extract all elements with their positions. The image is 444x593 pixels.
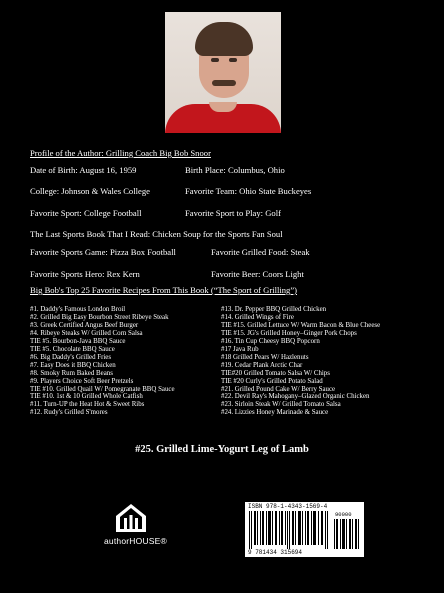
list-item: TIE #15. Grilled Lettuce W/ Warm Bacon & Blue Cheese <box>221 321 381 329</box>
list-item: #1. Daddy's Famous London Broil <box>30 306 126 313</box>
list-item: #18 Grilled Pears W/ Hazlenuts <box>221 353 309 361</box>
list-item: TIE #10. Grilled Quail W/ Pomegranate BBQ Sauce <box>30 385 175 393</box>
list-item: TIE #5. Chocolate BBQ Sauce <box>30 345 115 353</box>
list-item: #4. Ribeye Steaks W/ Grilled Corn Salsa <box>30 329 143 337</box>
fact-sport-to-play: Favorite Sport to Play: Golf <box>185 208 281 218</box>
list-item: #6. Big Daddy's Grilled Fries <box>30 353 112 361</box>
recipe-list-left <box>30 306 175 417</box>
list-item: #14. Grilled Wings of Fire <box>221 313 294 321</box>
list-item: #12. Rudy's Grilled S'mores <box>30 409 108 417</box>
list-item: #23. Sirloin Steak W/ Grilled Tomato Salsa <box>221 401 341 409</box>
fact-dob: Date of Birth: August 16, 1959 <box>30 165 137 175</box>
list-item: #9. Players Choice Soft Beer Pretzels <box>30 377 134 385</box>
price-barcode-icon <box>333 511 361 549</box>
fact-last-book: The Last Sports Book That I Read: Chicken Soup for the Sports Fan Soul <box>30 229 283 239</box>
price-code: 90000 <box>335 511 352 518</box>
list-item: TIE #10. 1st & 10 Grilled Whole Catfish <box>30 393 143 401</box>
list-item: #22. Devil Ray's Mahogany–Glazed Organic Chicken <box>221 393 370 401</box>
isbn-text: ISBN 978-1-4343-1569-4 <box>248 503 328 510</box>
fact-grilled-food: Favorite Grilled Food: Steak <box>211 247 310 257</box>
author-photo <box>165 12 281 133</box>
list-item: TIE #5. Bourbon-Java BBQ Sauce <box>30 337 126 345</box>
list-item: #17 Java Rub <box>221 345 259 353</box>
barcode-number: 9 781434 315694 <box>248 549 303 556</box>
list-item: TIE #20 Curly's Grilled Potato Salad <box>221 377 323 385</box>
list-item: #7. Easy Does it BBQ Chicken <box>30 361 116 369</box>
fact-favorite-team: Favorite Team: Ohio State Buckeyes <box>185 186 312 196</box>
list-item: #16. Tin Cup Cheesy BBQ Popcorn <box>221 337 320 345</box>
recipes-heading: Big Bob's Top 25 Favorite Recipes From This Book (“The Sport of Grilling”) <box>30 285 298 295</box>
fact-favorite-sport: Favorite Sport: College Football <box>30 208 142 218</box>
list-item: TIE#20 Grilled Tomato Salsa W/ Chips <box>221 369 330 377</box>
fact-college: College: Johnson & Wales College <box>30 186 150 196</box>
list-item: #2. Grilled Big Easy Bourbon Street Ribeye Steak <box>30 313 169 321</box>
fact-beer: Favorite Beer: Coors Light <box>211 269 304 279</box>
publisher-name: authorHOUSE® <box>104 536 167 546</box>
list-item: #19. Cedar Plank Arctic Char <box>221 361 303 369</box>
barcode-icon <box>249 511 329 549</box>
list-item: #13. Dr. Pepper BBQ Grilled Chicken <box>221 306 327 313</box>
authorhouse-logo-icon <box>114 503 148 533</box>
recipe-25: #25. Grilled Lime-Yogurt Leg of Lamb <box>135 444 309 455</box>
list-item: #21. Grilled Pound Cake W/ Berry Sauce <box>221 385 336 393</box>
list-item: #11. Turn-UP the Heat Hot & Sweet Ribs <box>30 401 145 409</box>
fact-sports-game: Favorite Sports Game: Pizza Box Football <box>30 247 176 257</box>
isbn-barcode <box>245 502 364 557</box>
list-item: #3. Greek Certified Angus Beef Burger <box>30 321 139 329</box>
fact-birth-place: Birth Place: Columbus, Ohio <box>185 165 285 175</box>
list-item: #8. Smoky Rum Baked Beans <box>30 369 113 377</box>
fact-sports-hero: Favorite Sports Hero: Rex Kern <box>30 269 140 279</box>
list-item: #24. Lizzies Honey Marinade & Sauce <box>221 409 329 417</box>
profile-heading: Profile of the Author: Grilling Coach Big Bob Snoor <box>30 148 211 158</box>
list-item: TIE #15. JG's Grilled Honey–Ginger Pork Chops <box>221 329 357 337</box>
recipe-list-right <box>221 306 380 417</box>
